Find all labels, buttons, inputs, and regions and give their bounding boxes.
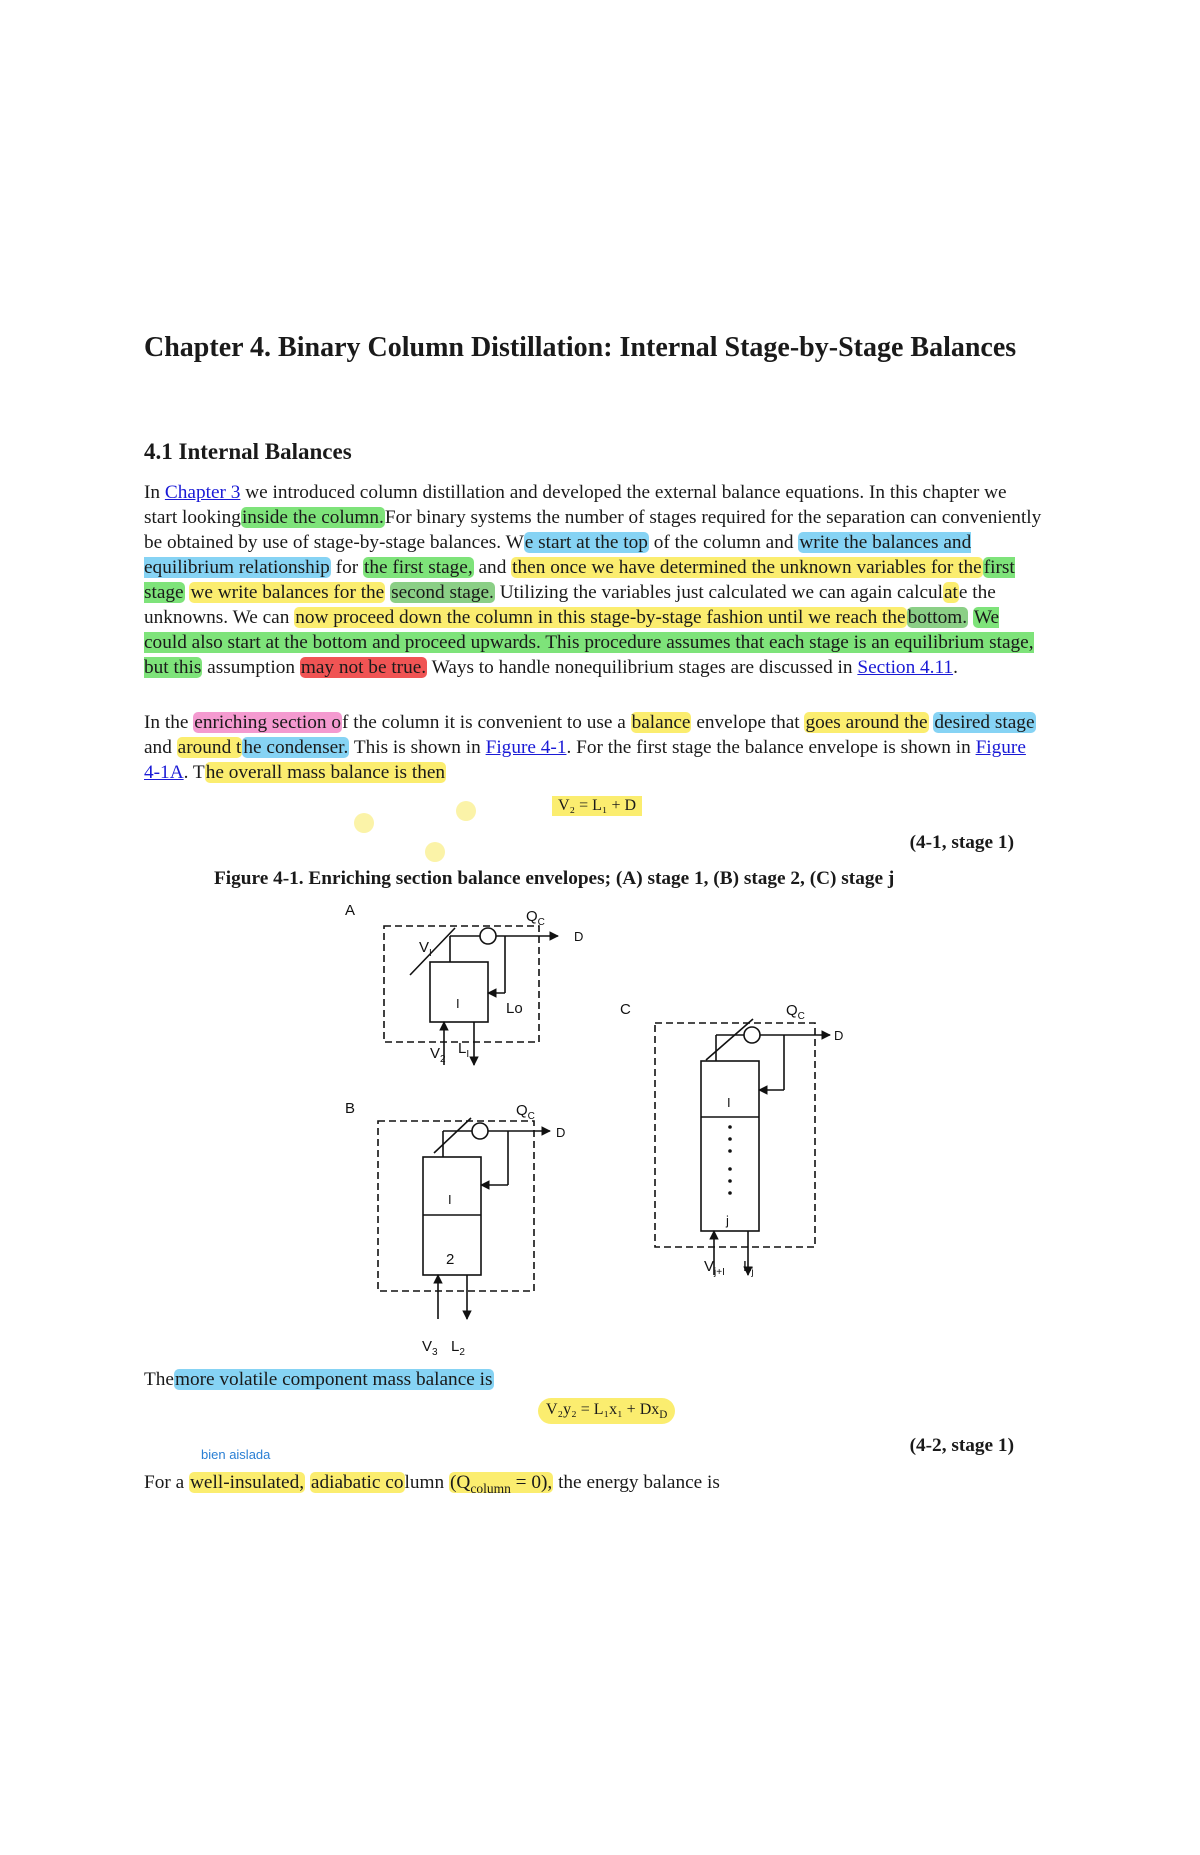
highlight: inside the column. — [241, 507, 384, 528]
stage-1-label: I — [448, 1192, 452, 1207]
highlight: we write balances for the — [190, 582, 385, 603]
panel-label-c: C — [620, 1001, 631, 1018]
stage-j-label: j — [726, 1213, 729, 1228]
highlight: enriching section o — [194, 712, 341, 733]
v2-label: $V_2$ — [430, 1045, 446, 1065]
equation-4-1: V₂ = L₁ + D — [552, 796, 642, 816]
highlight: he overall mass balance is then — [205, 762, 446, 783]
section-title: 4.1 Internal Balances — [144, 439, 352, 464]
highlight: the first stage, — [363, 557, 473, 578]
distillate-label: D — [834, 1028, 844, 1043]
highlight: now proceed down the column in this stage-by-stage fashion until we reach the — [295, 607, 906, 628]
l1-label: $L_I$ — [458, 1040, 470, 1060]
highlight: We could also start at the bottom and proceed upwards. This procedure assumes that each stage is an equilibrium stage, but this — [144, 607, 1034, 678]
highlight: desired stage — [934, 712, 1035, 733]
highlight: second stage. — [391, 582, 494, 603]
highlight: around t — [177, 737, 242, 758]
figure-4-1-diagram — [340, 895, 845, 1355]
distillate-label: D — [574, 929, 584, 944]
qc-label: $Q_C$ — [786, 1002, 805, 1022]
l2-label: $L_2$ — [451, 1338, 465, 1355]
highlight: e start at the top — [524, 532, 648, 553]
paragraph-energy-balance: For a well-insulated, adiabatic column $(Q_{column} = 0)$, the energy balance is — [144, 1472, 720, 1496]
vj1-label: $V_{j+I}$ — [704, 1258, 725, 1278]
equation-number-4-2: (4-2, stage 1) — [909, 1435, 1014, 1456]
paragraph-enriching: In the enriching section of the column it is convenient to use a balance envelope that goes around the desired stage and around t he condenser. This is shown in Figure 4-1. For the first stage the balance envelope is shown in Figure 4-1A. The overall mass balance is then — [144, 712, 1035, 783]
highlight: he condenser. — [243, 737, 349, 758]
highlight: more volatile component mass balance is — [174, 1369, 493, 1390]
highlight: bottom. — [907, 607, 968, 628]
annotation-dot — [354, 813, 374, 833]
highlight: write the balances and equilibrium relationship — [144, 532, 972, 578]
highlight: adiabatic co — [310, 1472, 404, 1493]
chapter-title: Chapter 4. Binary Column Distillation: Internal Stage-by-Stage Balances — [144, 332, 1017, 363]
v1-label: $V_I$ — [419, 939, 432, 959]
highlight: first stage — [144, 557, 1015, 603]
figure-4-1-link[interactable]: Figure 4-1 — [485, 737, 567, 758]
paragraph-intro: In Chapter 3 we introduced column distillation and developed the external balance equations. In this chapter we start lookinginside the column.For binary systems the number of stages required for the separation can conveniently be obtained by use of stage-by-stage balances. We start at the top of the column and write the balances and equilibrium relationship for the first stage, and then once we have determined the unknown variables for the first stage we write balances for the second stage. Utilizing the variables just calculated we can again calculate the unknowns. We can now proceed down the column in this stage-by-stage fashion until we reach the bottom. We could also start at the bottom and proceed upwards. This procedure assumes that each stage is an equilibrium stage, but this assumption may not be true. Ways to handle nonequilibrium stages are discussed in Section 4.11. — [144, 482, 1042, 678]
lj-label: $L_j$ — [743, 1258, 754, 1278]
qc-label: $Q_C$ — [516, 1102, 535, 1122]
qc-label: $Q_C$ — [526, 908, 545, 928]
stage-1-label: I — [727, 1095, 731, 1110]
envelope-c — [655, 1023, 815, 1247]
margin-note: bien aislada — [201, 1447, 271, 1462]
equation-4-2: $V_2y_2 = L_1x_1 + Dx_D$ — [538, 1398, 675, 1424]
figure-4-1a-link[interactable]: Figure 4-1A — [144, 737, 1026, 783]
highlight: $(Q_{column} = 0)$, — [449, 1472, 553, 1496]
envelope-a — [384, 926, 539, 1042]
highlight: goes around the — [805, 712, 928, 733]
stage-2-label: 2 — [446, 1251, 455, 1268]
figure-caption: Figure 4-1. Enriching section balance envelopes; (A) stage 1, (B) stage 2, (C) stage j — [214, 868, 895, 889]
equation-number-4-1: (4-1, stage 1) — [909, 832, 1014, 853]
highlight: then once we have determined the unknown variables for the — [512, 557, 982, 578]
highlight: at — [944, 582, 958, 603]
l0-label: Lo — [506, 1000, 523, 1017]
panel-label-b: B — [345, 1100, 356, 1117]
highlight: may not be true. — [300, 657, 427, 678]
annotation-dot — [456, 801, 476, 821]
highlight: well-insulated, — [190, 1472, 305, 1493]
section-4-11-link[interactable]: Section 4.11 — [857, 657, 954, 678]
highlight: balance — [631, 712, 691, 733]
chapter-3-link[interactable]: Chapter 3 — [164, 482, 241, 503]
annotation-dot — [425, 842, 445, 862]
panel-label-a: A — [345, 902, 356, 919]
envelope-b — [378, 1121, 534, 1291]
paragraph-component-balance: Themore volatile component mass balance is — [144, 1369, 493, 1390]
v3-label: $V_3$ — [422, 1338, 438, 1355]
distillate-label: D — [556, 1125, 566, 1140]
stage-1-label: I — [456, 996, 460, 1011]
